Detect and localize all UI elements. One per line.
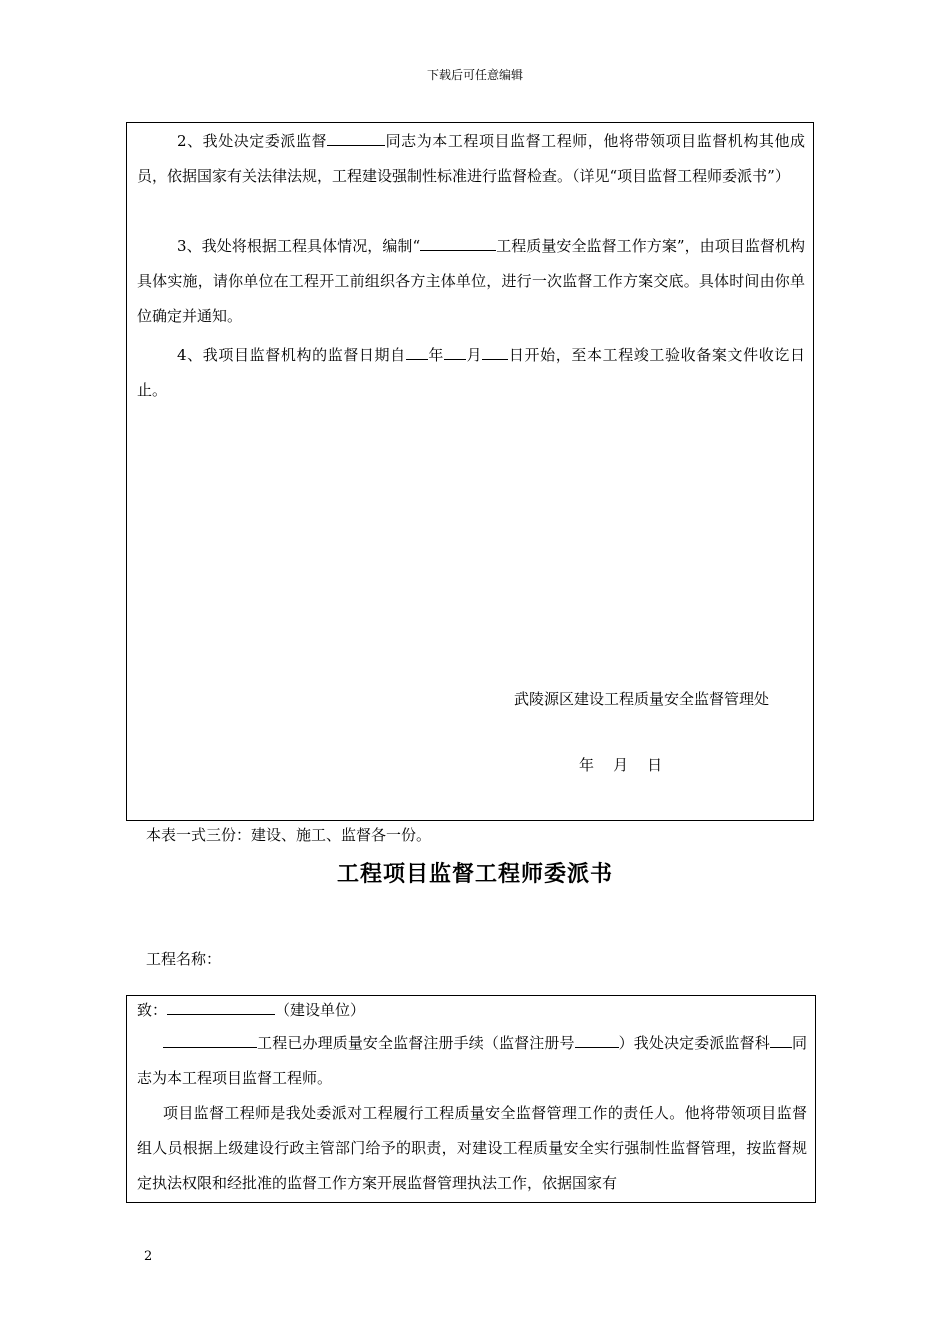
page-number: 2 [144,1249,153,1264]
blank-year [406,344,428,360]
blank-supervisor [327,130,385,146]
paragraph-2-rest: 同志为本工程项目监督工程师，他将带领项目监督机构其他成员，依据国家有关法律法规，工程建设强制性标准进行监督检查。（详见“项目监督工程师委派书”） [137,132,805,185]
to-suffix: （建设单位） [275,1001,366,1019]
paragraph-4-start: 4、我项目监督机构的监督日期自 [177,346,406,364]
date-line: 年 月 日 [579,756,663,774]
paragraph-2-start: 2、我处决定委派监督 [177,132,328,150]
page-header: 下载后可任意编辑 [426,68,523,82]
blank-builder [167,999,275,1015]
appointment-p1-middle: ）我处决定委派监督科 [618,1034,770,1052]
paragraph-4-rest: 日开始，至本工程竣工验收备案文件收讫日止。 [137,346,805,399]
blank-registration-no [575,1032,619,1048]
signature-org: 武陵源区建设工程质量安全监督管理处 [514,690,770,708]
paragraph-3-start: 3、我处将根据工程具体情况，编制“ [177,237,421,255]
paragraph-4 [137,338,805,408]
paragraph-3 [137,229,805,334]
document-title: 工程项目监督工程师委派书 [336,861,613,887]
appointment-p1-start: 工程已办理质量安全监督注册手续（监督注册号 [257,1034,575,1052]
month-label: 月 [466,346,483,364]
to-label: 致： [137,1001,168,1019]
appointment-paragraph-2: 项目监督工程师是我处委派对工程履行工程质量安全监督管理工作的责任人。他将带领项目监督组人员根据上级建设行政主管部门给予的职责，对建设工程质量安全实行强制性监督管理，按监督规定执法权限和经批准的监督工作方案开展监督管理执法工作，依据国家有 [137,1104,807,1192]
blank-project-name [163,1032,257,1048]
to-line [137,993,807,1028]
project-name-label: 工程名称： [146,950,222,968]
year-label: 年 [427,346,445,364]
paragraph-2 [137,124,805,194]
blank-day [482,344,508,360]
copies-note: 本表一式三份：建设、施工、监督各一份。 [146,826,432,844]
appointment-paragraph-1 [137,1026,807,1096]
appointment-p1-end: 同志为本工程项目监督工程师。 [137,1034,807,1087]
blank-engineer [770,1032,792,1048]
blank-project [420,235,496,251]
paragraph-3-rest: 工程质量安全监督工作方案”，由项目监督机构具体实施，请你单位在工程开工前组织各方主体单位，进行一次监督工作方案交底。具体时间由你单位确定并通知。 [137,237,806,325]
appointment-box [126,995,816,1203]
blank-month [444,344,466,360]
notice-box [126,122,814,821]
